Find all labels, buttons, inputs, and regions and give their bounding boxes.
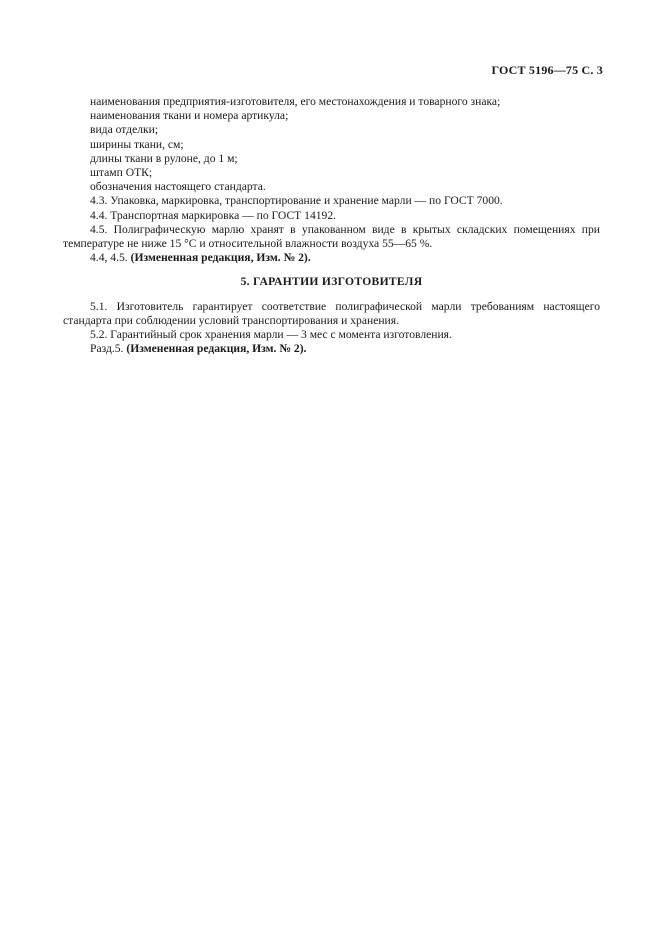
clause-5-2: 5.2. Гарантийный срок хранения марли — 3 мес с момента изготовления. <box>90 328 452 342</box>
list-item: наименования ткани и номера артикула; <box>90 109 289 123</box>
list-item: ширины ткани, см; <box>90 137 184 151</box>
section-amendment-prefix: Разд.5. <box>90 342 127 356</box>
amendment-note-prefix: 4.4, 4.5. <box>90 251 131 265</box>
list-item: вида отделки; <box>90 123 159 137</box>
section-amendment-text: (Измененная редакция, Изм. № 2). <box>126 342 307 356</box>
clause-4-5: 4.5. Полиграфическую марлю хранят в упакованном виде в крытых складских помещениях при температуре не ниже 15 °С и относительной влажности воздуха 55—65 %. <box>63 222 600 251</box>
section-title: 5. ГАРАНТИИ ИЗГОТОВИТЕЛЯ <box>240 275 423 289</box>
page-content <box>63 95 600 356</box>
amendment-note-text: (Измененная редакция, Изм. № 2). <box>130 251 311 265</box>
clause-4-4: 4.4. Транспортная маркировка — по ГОСТ 14192. <box>90 208 337 222</box>
page-header: ГОСТ 5196—75 С. 3 <box>491 63 603 77</box>
clause-5-1: 5.1. Изготовитель гарантирует соответствие полиграфической марли требованиям настоящего стандарта при соблюдении условий транспортирования и хранения. <box>63 299 600 327</box>
clause-4-3: 4.3. Упаковка, маркировка, транспортирование и хранение марли — по ГОСТ 7000. <box>90 194 503 208</box>
list-item: штамп ОТК; <box>90 166 153 180</box>
list-item: наименования предприятия-изготовителя, его местонахождения и товарного знака; <box>90 95 501 108</box>
list-item: длины ткани в рулоне, до 1 м; <box>90 151 238 165</box>
section-amendment-note <box>63 342 600 356</box>
amendment-note <box>63 251 600 265</box>
list-item: обозначения настоящего стандарта. <box>90 180 266 194</box>
